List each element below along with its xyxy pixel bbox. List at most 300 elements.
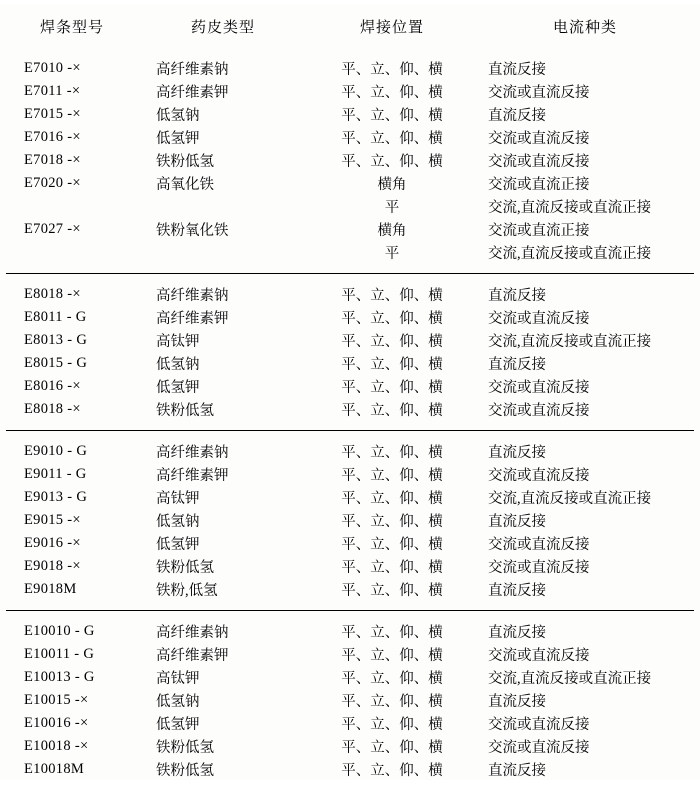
spacer-cell bbox=[476, 274, 694, 284]
spacer-cell bbox=[138, 611, 308, 621]
cell-current-text: 交流或直流反接 bbox=[488, 468, 590, 484]
cell-coating-text: 高纤维素钾 bbox=[156, 85, 229, 101]
spacer-cell bbox=[6, 601, 138, 611]
cell-current bbox=[476, 578, 694, 601]
cell-position bbox=[308, 149, 476, 172]
cell-position bbox=[308, 689, 476, 712]
cell-position-text: 平、立、仰、横 bbox=[341, 334, 443, 350]
cell-current-text: 直流反接 bbox=[488, 625, 546, 641]
cell-current-text: 交流或直流反接 bbox=[488, 154, 590, 170]
cell-model bbox=[6, 620, 138, 643]
cell-current bbox=[476, 758, 694, 781]
cell-model bbox=[6, 735, 138, 758]
cell-model bbox=[6, 126, 138, 149]
cell-position-text: 平、立、仰、横 bbox=[341, 131, 443, 147]
cell-current bbox=[476, 666, 694, 689]
cell-position bbox=[308, 195, 476, 218]
spacer-cell bbox=[476, 431, 694, 441]
cell-current-text: 交流,直流反接或直流正接 bbox=[488, 334, 652, 350]
cell-coating-text: 低氢钾 bbox=[156, 380, 200, 396]
cell-position bbox=[308, 620, 476, 643]
table-row bbox=[6, 126, 694, 149]
cell-coating-text: 高钛钾 bbox=[156, 334, 200, 350]
cell-current bbox=[476, 172, 694, 195]
cell-coating bbox=[138, 103, 308, 126]
cell-coating bbox=[138, 486, 308, 509]
cell-model-text: E7016 -× bbox=[24, 129, 81, 145]
cell-current bbox=[476, 463, 694, 486]
cell-current-text: 交流,直流反接或直流正接 bbox=[488, 200, 652, 216]
cell-current bbox=[476, 486, 694, 509]
cell-model bbox=[6, 80, 138, 103]
cell-current-text: 直流反接 bbox=[488, 583, 546, 599]
cell-model-text: E9013 - G bbox=[24, 489, 88, 505]
cell-model-text: E10016 -× bbox=[24, 715, 89, 731]
cell-position bbox=[308, 486, 476, 509]
cell-model-text: E10015 -× bbox=[24, 692, 89, 708]
cell-position-text: 平、立、仰、横 bbox=[341, 62, 443, 78]
spacer-cell bbox=[6, 611, 138, 621]
column-header-position: 焊接位置 bbox=[359, 19, 424, 36]
cell-current-text: 交流或直流反接 bbox=[488, 560, 590, 576]
cell-position-text: 平、立、仰、横 bbox=[341, 717, 443, 733]
table-row bbox=[6, 57, 694, 80]
cell-model-text: E10013 - G bbox=[24, 669, 95, 685]
cell-model bbox=[6, 398, 138, 421]
cell-model-text: E8015 - G bbox=[24, 355, 88, 371]
spacer-cell bbox=[6, 274, 138, 284]
cell-current-text: 直流反接 bbox=[488, 763, 546, 779]
cell-current-text: 交流或直流反接 bbox=[488, 131, 590, 147]
cell-model-text: E9015 -× bbox=[24, 512, 81, 528]
cell-model bbox=[6, 712, 138, 735]
cell-coating bbox=[138, 149, 308, 172]
cell-model bbox=[6, 172, 138, 195]
cell-coating-text: 铁粉,低氢 bbox=[156, 583, 218, 599]
cell-current-text: 直流反接 bbox=[488, 108, 546, 124]
cell-coating bbox=[138, 463, 308, 486]
cell-model bbox=[6, 149, 138, 172]
cell-coating bbox=[138, 283, 308, 306]
cell-current-text: 交流,直流反接或直流正接 bbox=[488, 491, 652, 507]
cell-model-text: E10018M bbox=[24, 761, 85, 777]
cell-current bbox=[476, 712, 694, 735]
table-body bbox=[6, 48, 694, 790]
cell-model-text: E7018 -× bbox=[24, 152, 81, 168]
cell-coating bbox=[138, 195, 308, 218]
cell-position-text: 横角 bbox=[377, 223, 407, 239]
table-row bbox=[6, 80, 694, 103]
cell-position-text: 平、立、仰、横 bbox=[341, 625, 443, 641]
cell-model-text: E9016 -× bbox=[24, 535, 81, 551]
table-group-separator bbox=[6, 421, 694, 431]
table-row bbox=[6, 532, 694, 555]
cell-position bbox=[308, 126, 476, 149]
cell-current-text: 交流或直流反接 bbox=[488, 311, 590, 327]
cell-current bbox=[476, 57, 694, 80]
cell-coating-text: 高氧化铁 bbox=[156, 177, 214, 193]
cell-coating bbox=[138, 306, 308, 329]
cell-model-text: E7027 -× bbox=[24, 221, 81, 237]
cell-position bbox=[308, 352, 476, 375]
spacer-cell bbox=[138, 601, 308, 611]
table-row bbox=[6, 103, 694, 126]
cell-model bbox=[6, 329, 138, 352]
spacer-cell bbox=[308, 611, 476, 621]
cell-coating bbox=[138, 241, 308, 264]
cell-model bbox=[6, 241, 138, 264]
cell-coating bbox=[138, 218, 308, 241]
spacer-cell bbox=[6, 431, 138, 441]
table-row bbox=[6, 643, 694, 666]
cell-current bbox=[476, 195, 694, 218]
cell-position bbox=[308, 57, 476, 80]
cell-coating bbox=[138, 57, 308, 80]
cell-model-text: E8016 -× bbox=[24, 378, 81, 394]
table-row bbox=[6, 218, 694, 241]
cell-current-text: 交流或直流正接 bbox=[488, 223, 590, 239]
welding-electrode-table bbox=[6, 4, 694, 790]
cell-current-text: 直流反接 bbox=[488, 357, 546, 373]
cell-position bbox=[308, 398, 476, 421]
table-row bbox=[6, 666, 694, 689]
cell-current bbox=[476, 509, 694, 532]
cell-position-text: 横角 bbox=[377, 177, 407, 193]
cell-position bbox=[308, 578, 476, 601]
spacer-cell bbox=[476, 421, 694, 431]
column-header-coating: 药皮类型 bbox=[190, 19, 255, 36]
cell-position-text: 平、立、仰、横 bbox=[341, 288, 443, 304]
cell-model bbox=[6, 103, 138, 126]
cell-model bbox=[6, 666, 138, 689]
cell-model-text: E7010 -× bbox=[24, 60, 81, 76]
cell-current-text: 交流或直流反接 bbox=[488, 85, 590, 101]
cell-coating-text: 低氢钾 bbox=[156, 131, 200, 147]
spacer-cell bbox=[138, 48, 308, 57]
cell-current bbox=[476, 689, 694, 712]
cell-current bbox=[476, 80, 694, 103]
cell-position bbox=[308, 329, 476, 352]
table-spacer-row bbox=[6, 48, 694, 57]
cell-current-text: 交流或直流反接 bbox=[488, 717, 590, 733]
spacer-cell bbox=[476, 601, 694, 611]
cell-current-text: 交流或直流反接 bbox=[488, 380, 590, 396]
cell-current-text: 交流,直流反接或直流正接 bbox=[488, 246, 652, 262]
cell-position-text: 平、立、仰、横 bbox=[341, 380, 443, 396]
table-row bbox=[6, 398, 694, 421]
table-row bbox=[6, 440, 694, 463]
cell-coating bbox=[138, 509, 308, 532]
cell-position bbox=[308, 440, 476, 463]
cell-current-text: 交流或直流正接 bbox=[488, 177, 590, 193]
cell-current bbox=[476, 440, 694, 463]
cell-coating-text: 低氢钠 bbox=[156, 108, 200, 124]
cell-current bbox=[476, 398, 694, 421]
table-row bbox=[6, 689, 694, 712]
cell-coating-text: 高纤维素钾 bbox=[156, 311, 229, 327]
cell-coating bbox=[138, 578, 308, 601]
cell-model-text: E8018 -× bbox=[24, 286, 81, 302]
column-header-model: 焊条型号 bbox=[39, 19, 104, 36]
cell-position-text: 平、立、仰、横 bbox=[341, 763, 443, 779]
cell-coating bbox=[138, 555, 308, 578]
cell-position bbox=[308, 283, 476, 306]
cell-current bbox=[476, 735, 694, 758]
cell-position-text: 平、立、仰、横 bbox=[341, 740, 443, 756]
cell-coating bbox=[138, 126, 308, 149]
cell-model bbox=[6, 463, 138, 486]
cell-current-text: 直流反接 bbox=[488, 694, 546, 710]
cell-current bbox=[476, 103, 694, 126]
cell-model bbox=[6, 283, 138, 306]
cell-position bbox=[308, 666, 476, 689]
cell-position bbox=[308, 306, 476, 329]
cell-coating bbox=[138, 735, 308, 758]
spacer-cell bbox=[308, 781, 476, 790]
spacer-cell bbox=[476, 611, 694, 621]
cell-current-text: 交流或直流反接 bbox=[488, 648, 590, 664]
spacer-cell bbox=[308, 264, 476, 274]
cell-model bbox=[6, 555, 138, 578]
cell-position-text: 平、立、仰、横 bbox=[341, 403, 443, 419]
table-spacer-row bbox=[6, 611, 694, 621]
cell-current-text: 交流或直流反接 bbox=[488, 537, 590, 553]
cell-model bbox=[6, 57, 138, 80]
cell-current bbox=[476, 643, 694, 666]
cell-model bbox=[6, 486, 138, 509]
cell-current-text: 直流反接 bbox=[488, 62, 546, 78]
cell-model-text: E9011 - G bbox=[24, 466, 87, 482]
cell-coating-text: 高纤维素钠 bbox=[156, 625, 229, 641]
cell-position bbox=[308, 241, 476, 264]
cell-position-text: 平 bbox=[384, 200, 400, 216]
cell-position-text: 平、立、仰、横 bbox=[341, 694, 443, 710]
cell-current bbox=[476, 241, 694, 264]
cell-model-text: E7020 -× bbox=[24, 175, 81, 191]
table-row bbox=[6, 509, 694, 532]
cell-position bbox=[308, 735, 476, 758]
cell-position-text: 平、立、仰、横 bbox=[341, 468, 443, 484]
cell-current-text: 交流,直流反接或直流正接 bbox=[488, 671, 652, 687]
table-row bbox=[6, 149, 694, 172]
cell-coating-text: 铁粉低氢 bbox=[156, 560, 214, 576]
cell-coating-text: 铁粉低氢 bbox=[156, 740, 214, 756]
cell-coating-text: 低氢钠 bbox=[156, 514, 200, 530]
cell-coating-text: 铁粉低氢 bbox=[156, 403, 214, 419]
table-group-separator bbox=[6, 601, 694, 611]
cell-position bbox=[308, 80, 476, 103]
table-row bbox=[6, 375, 694, 398]
cell-coating bbox=[138, 532, 308, 555]
spacer-cell bbox=[138, 274, 308, 284]
cell-model-text: E7011 -× bbox=[24, 83, 81, 99]
cell-position-text: 平、立、仰、横 bbox=[341, 445, 443, 461]
cell-position-text: 平、立、仰、横 bbox=[341, 108, 443, 124]
cell-current bbox=[476, 352, 694, 375]
cell-position-text: 平、立、仰、横 bbox=[341, 514, 443, 530]
cell-coating-text: 高纤维素钾 bbox=[156, 468, 229, 484]
spacer-cell bbox=[308, 601, 476, 611]
cell-position-text: 平、立、仰、横 bbox=[341, 491, 443, 507]
cell-model-text: E9018M bbox=[24, 581, 77, 597]
table-row bbox=[6, 241, 694, 264]
table-row bbox=[6, 758, 694, 781]
cell-coating-text: 铁粉氧化铁 bbox=[156, 223, 229, 239]
document-page bbox=[0, 4, 700, 780]
spacer-cell bbox=[138, 781, 308, 790]
cell-position-text: 平、立、仰、横 bbox=[341, 357, 443, 373]
cell-position-text: 平、立、仰、横 bbox=[341, 583, 443, 599]
cell-coating-text: 低氢钠 bbox=[156, 694, 200, 710]
cell-position bbox=[308, 218, 476, 241]
spacer-cell bbox=[138, 421, 308, 431]
cell-position bbox=[308, 555, 476, 578]
cell-coating-text: 高纤维素钠 bbox=[156, 445, 229, 461]
cell-model-text: E9018 -× bbox=[24, 558, 81, 574]
cell-current bbox=[476, 218, 694, 241]
table-row bbox=[6, 712, 694, 735]
cell-coating bbox=[138, 712, 308, 735]
cell-coating bbox=[138, 80, 308, 103]
cell-position-text: 平、立、仰、横 bbox=[341, 311, 443, 327]
cell-model bbox=[6, 758, 138, 781]
cell-current-text: 直流反接 bbox=[488, 445, 546, 461]
cell-coating bbox=[138, 620, 308, 643]
cell-current-text: 直流反接 bbox=[488, 288, 546, 304]
cell-model-text: E10011 - G bbox=[24, 646, 95, 662]
cell-coating-text: 高纤维素钠 bbox=[156, 62, 229, 78]
cell-current bbox=[476, 555, 694, 578]
spacer-cell bbox=[308, 274, 476, 284]
cell-coating-text: 铁粉低氢 bbox=[156, 154, 214, 170]
cell-position bbox=[308, 509, 476, 532]
cell-coating bbox=[138, 758, 308, 781]
cell-position bbox=[308, 643, 476, 666]
cell-model bbox=[6, 532, 138, 555]
cell-coating bbox=[138, 689, 308, 712]
cell-coating bbox=[138, 440, 308, 463]
spacer-cell bbox=[476, 264, 694, 274]
table-header bbox=[6, 4, 694, 48]
cell-model-text: E8013 - G bbox=[24, 332, 88, 348]
spacer-cell bbox=[476, 48, 694, 57]
cell-model bbox=[6, 195, 138, 218]
spacer-cell bbox=[308, 48, 476, 57]
cell-model-text: E10018 -× bbox=[24, 738, 89, 754]
cell-position bbox=[308, 375, 476, 398]
table-row bbox=[6, 352, 694, 375]
cell-position-text: 平 bbox=[384, 246, 400, 262]
cell-current-text: 交流或直流反接 bbox=[488, 740, 590, 756]
cell-position bbox=[308, 712, 476, 735]
cell-model bbox=[6, 578, 138, 601]
cell-model bbox=[6, 509, 138, 532]
cell-current-text: 直流反接 bbox=[488, 514, 546, 530]
cell-position-text: 平、立、仰、横 bbox=[341, 537, 443, 553]
table-group-separator bbox=[6, 781, 694, 790]
cell-coating bbox=[138, 352, 308, 375]
table-row bbox=[6, 486, 694, 509]
cell-model bbox=[6, 352, 138, 375]
cell-position bbox=[308, 172, 476, 195]
cell-coating-text: 低氢钾 bbox=[156, 537, 200, 553]
spacer-cell bbox=[308, 431, 476, 441]
cell-model bbox=[6, 306, 138, 329]
cell-position-text: 平、立、仰、横 bbox=[341, 648, 443, 664]
table-row bbox=[6, 306, 694, 329]
spacer-cell bbox=[6, 264, 138, 274]
cell-model-text: E10010 - G bbox=[24, 623, 95, 639]
table-row bbox=[6, 283, 694, 306]
table-spacer-row bbox=[6, 431, 694, 441]
spacer-cell bbox=[476, 781, 694, 790]
cell-coating bbox=[138, 172, 308, 195]
spacer-cell bbox=[6, 48, 138, 57]
cell-model bbox=[6, 643, 138, 666]
spacer-cell bbox=[308, 421, 476, 431]
table-row bbox=[6, 735, 694, 758]
cell-position bbox=[308, 463, 476, 486]
cell-model-text: E8011 - G bbox=[24, 309, 87, 325]
cell-model-text: E7015 -× bbox=[24, 106, 81, 122]
cell-coating-text: 高纤维素钠 bbox=[156, 288, 229, 304]
spacer-cell bbox=[6, 421, 138, 431]
cell-current bbox=[476, 306, 694, 329]
cell-position-text: 平、立、仰、横 bbox=[341, 85, 443, 101]
table-row bbox=[6, 578, 694, 601]
cell-coating-text: 高纤维素钾 bbox=[156, 648, 229, 664]
cell-current bbox=[476, 149, 694, 172]
cell-model bbox=[6, 218, 138, 241]
table-spacer-row bbox=[6, 274, 694, 284]
cell-coating bbox=[138, 329, 308, 352]
cell-coating-text: 低氢钾 bbox=[156, 717, 200, 733]
cell-coating bbox=[138, 375, 308, 398]
cell-current-text: 交流或直流反接 bbox=[488, 403, 590, 419]
spacer-cell bbox=[6, 781, 138, 790]
cell-coating-text: 铁粉低氢 bbox=[156, 763, 214, 779]
cell-position bbox=[308, 758, 476, 781]
cell-model-text: E9010 - G bbox=[24, 443, 88, 459]
cell-coating-text: 高钛钾 bbox=[156, 671, 200, 687]
cell-coating bbox=[138, 398, 308, 421]
cell-model-text: E8018 -× bbox=[24, 401, 81, 417]
spacer-cell bbox=[138, 264, 308, 274]
cell-current bbox=[476, 620, 694, 643]
table-row bbox=[6, 329, 694, 352]
cell-position bbox=[308, 532, 476, 555]
cell-current bbox=[476, 126, 694, 149]
cell-current bbox=[476, 375, 694, 398]
cell-position-text: 平、立、仰、横 bbox=[341, 154, 443, 170]
cell-coating-text: 低氢钠 bbox=[156, 357, 200, 373]
cell-position bbox=[308, 103, 476, 126]
cell-current bbox=[476, 283, 694, 306]
cell-current bbox=[476, 329, 694, 352]
cell-current bbox=[476, 532, 694, 555]
cell-position-text: 平、立、仰、横 bbox=[341, 560, 443, 576]
cell-coating-text: 高钛钾 bbox=[156, 491, 200, 507]
table-row bbox=[6, 172, 694, 195]
table-row bbox=[6, 620, 694, 643]
cell-model bbox=[6, 440, 138, 463]
table-row bbox=[6, 463, 694, 486]
table-row bbox=[6, 195, 694, 218]
cell-coating bbox=[138, 643, 308, 666]
table-row bbox=[6, 555, 694, 578]
cell-coating bbox=[138, 666, 308, 689]
cell-position-text: 平、立、仰、横 bbox=[341, 671, 443, 687]
